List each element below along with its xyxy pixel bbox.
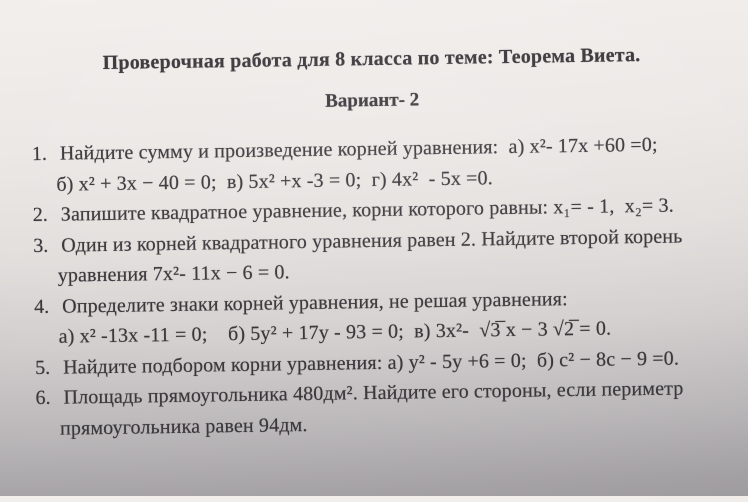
problem-3-text: Один из корней квадратного уравнения равен 2. Найдите второй корень xyxy=(61,224,683,257)
variant-label: Вариант- 2 xyxy=(324,89,420,112)
problem-6-text: Площадь прямоугольника 480дм². Найдите его стороны, если периметр xyxy=(63,377,684,409)
problem-4-text-cont: а) x² -13x -11 = 0; б) 5y² + 17y - 93 = 0; в) 3x²- √3̅ x − 3 √2̅ = 0. xyxy=(58,317,612,348)
problem-2-text: Запишите квадратное уравнение, корни которого равны: x₁= - 1, x₂= 3. xyxy=(60,194,675,226)
problem-6 xyxy=(2,372,748,444)
problem-2-number: 2. xyxy=(32,203,49,227)
problem-6-number: 6. xyxy=(35,386,51,410)
problem-list xyxy=(0,128,748,444)
problem-3-text-cont: уравнения 7x²- 11x − 6 = 0. xyxy=(57,261,290,287)
problem-4 xyxy=(1,281,748,353)
problem-5-text: Найдите подбором корни уравнения: а) y² - 5y +6 = 0; б) c² − 8c − 9 =0. xyxy=(62,346,680,379)
problem-1 xyxy=(0,128,748,200)
problem-3 xyxy=(0,220,748,292)
problem-4-number: 4. xyxy=(34,295,50,318)
problem-4-text: Определите знаки корней уравнения, не решая уравнения: xyxy=(62,287,568,318)
problem-6-text-cont: прямоугольника равен 94дм. xyxy=(59,413,308,440)
problem-1-number: 1. xyxy=(31,142,48,166)
page-title: Проверочная работа для 8 класса по теме: Теорема Виета. xyxy=(102,44,641,75)
problem-3-number: 3. xyxy=(33,234,49,257)
problem-1-text-cont: б) x² + 3x − 40 = 0; в) 5x² +x -3 = 0; г) 4x² - 5x =0. xyxy=(56,166,493,196)
problem-1-text: Найдите сумму и произведение корней уравнения: а) x²- 17x +60 =0; xyxy=(59,133,658,165)
problem-5-number: 5. xyxy=(34,356,51,379)
